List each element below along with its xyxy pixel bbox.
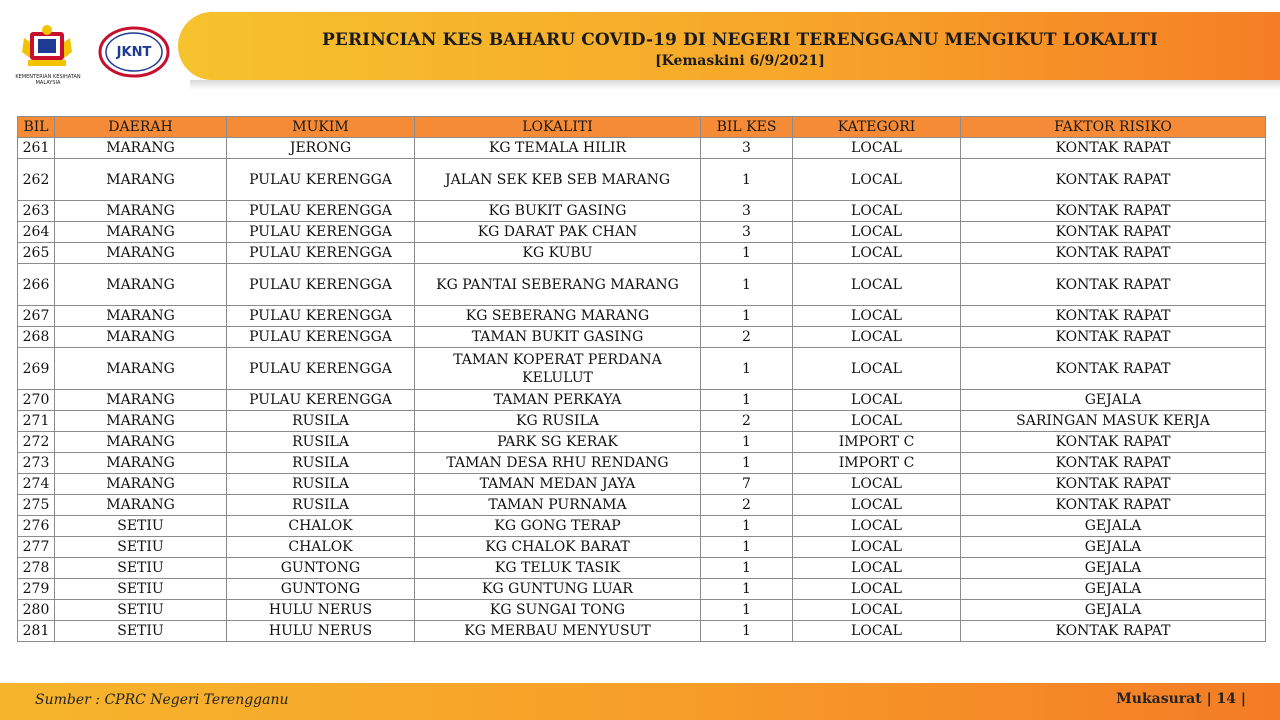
cell-faktor-risiko: KONTAK RAPAT <box>961 222 1266 243</box>
table-row <box>18 390 1266 411</box>
cell-lokaliti: KG DARAT PAK CHAN <box>415 222 701 243</box>
cell-daerah: MARANG <box>55 390 227 411</box>
cell-faktor-risiko: KONTAK RAPAT <box>961 327 1266 348</box>
table-row <box>18 222 1266 243</box>
cell-mukim: GUNTONG <box>227 558 415 579</box>
cell-faktor-risiko: KONTAK RAPAT <box>961 201 1266 222</box>
cell-bil-kes: 2 <box>701 411 793 432</box>
cell-faktor-risiko: KONTAK RAPAT <box>961 621 1266 642</box>
cell-bil-kes: 1 <box>701 621 793 642</box>
cell-mukim: RUSILA <box>227 474 415 495</box>
table-row <box>18 327 1266 348</box>
cell-kategori: LOCAL <box>793 621 961 642</box>
cell-bil: 272 <box>18 432 55 453</box>
cell-lokaliti: JALAN SEK KEB SEB MARANG <box>415 159 701 201</box>
cell-kategori: LOCAL <box>793 138 961 159</box>
cell-faktor-risiko: GEJALA <box>961 390 1266 411</box>
cell-bil-kes: 1 <box>701 159 793 201</box>
cell-bil-kes: 1 <box>701 558 793 579</box>
table-row <box>18 432 1266 453</box>
cell-lokaliti: KG BUKIT GASING <box>415 201 701 222</box>
table-body <box>18 138 1266 642</box>
cell-kategori: LOCAL <box>793 243 961 264</box>
cell-lokaliti: KG GUNTUNG LUAR <box>415 579 701 600</box>
cell-faktor-risiko: KONTAK RAPAT <box>961 474 1266 495</box>
cell-faktor-risiko: GEJALA <box>961 516 1266 537</box>
cell-bil-kes: 1 <box>701 516 793 537</box>
cell-daerah: MARANG <box>55 306 227 327</box>
cell-kategori: LOCAL <box>793 411 961 432</box>
cell-bil-kes: 2 <box>701 495 793 516</box>
cell-bil: 279 <box>18 579 55 600</box>
column-header-bil: BIL <box>18 117 55 138</box>
cell-bil-kes: 2 <box>701 327 793 348</box>
page-number: Mukasurat | 14 | <box>1116 691 1246 707</box>
cell-faktor-risiko: SARINGAN MASUK KERJA <box>961 411 1266 432</box>
cell-daerah: SETIU <box>55 621 227 642</box>
cell-bil: 267 <box>18 306 55 327</box>
cell-bil: 270 <box>18 390 55 411</box>
cell-faktor-risiko: KONTAK RAPAT <box>961 495 1266 516</box>
cell-lokaliti: KG TEMALA HILIR <box>415 138 701 159</box>
table-row <box>18 306 1266 327</box>
cell-faktor-risiko: KONTAK RAPAT <box>961 306 1266 327</box>
cell-daerah: SETIU <box>55 579 227 600</box>
table-row <box>18 243 1266 264</box>
cell-kategori: LOCAL <box>793 579 961 600</box>
column-header-kategori: KATEGORI <box>793 117 961 138</box>
column-header-lokaliti: LOKALITI <box>415 117 701 138</box>
cell-bil: 275 <box>18 495 55 516</box>
cell-bil-kes: 3 <box>701 222 793 243</box>
cell-daerah: MARANG <box>55 495 227 516</box>
banner-shadow <box>190 80 1280 90</box>
cell-mukim: PULAU KERENGGA <box>227 390 415 411</box>
jknt-logo <box>98 26 170 78</box>
column-header-bil-kes: BIL KES <box>701 117 793 138</box>
cell-mukim: HULU NERUS <box>227 621 415 642</box>
cell-lokaliti: KG PANTAI SEBERANG MARANG <box>415 264 701 306</box>
cell-mukim: PULAU KERENGGA <box>227 201 415 222</box>
cell-lokaliti: KG GONG TERAP <box>415 516 701 537</box>
cell-daerah: SETIU <box>55 516 227 537</box>
cell-faktor-risiko: KONTAK RAPAT <box>961 453 1266 474</box>
cell-daerah: MARANG <box>55 327 227 348</box>
cell-lokaliti: KG TELUK TASIK <box>415 558 701 579</box>
cell-mukim: HULU NERUS <box>227 600 415 621</box>
column-header-daerah: DAERAH <box>55 117 227 138</box>
cell-mukim: PULAU KERENGGA <box>227 264 415 306</box>
cell-kategori: LOCAL <box>793 474 961 495</box>
cell-lokaliti: KG CHALOK BARAT <box>415 537 701 558</box>
cell-daerah: SETIU <box>55 558 227 579</box>
table-row <box>18 453 1266 474</box>
cell-mukim: PULAU KERENGGA <box>227 348 415 390</box>
cell-faktor-risiko: KONTAK RAPAT <box>961 264 1266 306</box>
cell-daerah: MARANG <box>55 474 227 495</box>
source-text: Sumber : CPRC Negeri Terengganu <box>35 692 289 708</box>
cell-bil-kes: 1 <box>701 600 793 621</box>
cell-bil: 278 <box>18 558 55 579</box>
cell-kategori: LOCAL <box>793 201 961 222</box>
column-header-faktor-risiko: FAKTOR RISIKO <box>961 117 1266 138</box>
cell-lokaliti: KG RUSILA <box>415 411 701 432</box>
cell-mukim: CHALOK <box>227 516 415 537</box>
cell-bil: 271 <box>18 411 55 432</box>
cell-bil: 265 <box>18 243 55 264</box>
cell-daerah: MARANG <box>55 432 227 453</box>
cell-bil: 281 <box>18 621 55 642</box>
cell-lokaliti: TAMAN MEDAN JAYA <box>415 474 701 495</box>
cell-mukim: JERONG <box>227 138 415 159</box>
cell-faktor-risiko: KONTAK RAPAT <box>961 159 1266 201</box>
cell-bil-kes: 1 <box>701 390 793 411</box>
column-header-mukim: MUKIM <box>227 117 415 138</box>
crest-caption: KEMENTERIAN KESIHATAN MALAYSIA <box>15 74 81 86</box>
cell-daerah: MARANG <box>55 264 227 306</box>
cell-bil-kes: 1 <box>701 243 793 264</box>
cell-bil: 273 <box>18 453 55 474</box>
cell-kategori: LOCAL <box>793 558 961 579</box>
cell-lokaliti: KG SEBERANG MARANG <box>415 306 701 327</box>
cell-faktor-risiko: KONTAK RAPAT <box>961 243 1266 264</box>
cell-bil: 261 <box>18 138 55 159</box>
cell-faktor-risiko: KONTAK RAPAT <box>961 138 1266 159</box>
table-row <box>18 411 1266 432</box>
cell-bil-kes: 1 <box>701 348 793 390</box>
table-row <box>18 516 1266 537</box>
cell-lokaliti: TAMAN PURNAMA <box>415 495 701 516</box>
cell-bil-kes: 1 <box>701 264 793 306</box>
cell-lokaliti: KG MERBAU MENYUSUT <box>415 621 701 642</box>
cell-kategori: LOCAL <box>793 495 961 516</box>
table-row <box>18 138 1266 159</box>
cell-lokaliti: TAMAN DESA RHU RENDANG <box>415 453 701 474</box>
page-subtitle: [Kemaskini 6/9/2021] <box>655 53 825 69</box>
table-header-row <box>18 117 1266 138</box>
table-row <box>18 264 1266 306</box>
cell-faktor-risiko: GEJALA <box>961 579 1266 600</box>
cell-bil: 274 <box>18 474 55 495</box>
cell-bil: 262 <box>18 159 55 201</box>
cell-faktor-risiko: GEJALA <box>961 558 1266 579</box>
cell-mukim: RUSILA <box>227 453 415 474</box>
cell-bil-kes: 1 <box>701 579 793 600</box>
table-row <box>18 558 1266 579</box>
cell-mukim: RUSILA <box>227 432 415 453</box>
cell-bil-kes: 1 <box>701 306 793 327</box>
cell-bil: 268 <box>18 327 55 348</box>
table-row <box>18 474 1266 495</box>
cell-mukim: PULAU KERENGGA <box>227 243 415 264</box>
cell-kategori: IMPORT C <box>793 432 961 453</box>
cell-mukim: GUNTONG <box>227 579 415 600</box>
cell-kategori: LOCAL <box>793 537 961 558</box>
page-title: PERINCIAN KES BAHARU COVID-19 DI NEGERI TERENGGANU MENGIKUT LOKALITI <box>322 30 1158 50</box>
cell-lokaliti: KG KUBU <box>415 243 701 264</box>
table-row <box>18 159 1266 201</box>
cell-mukim: RUSILA <box>227 411 415 432</box>
cell-lokaliti: KG SUNGAI TONG <box>415 600 701 621</box>
cell-faktor-risiko: KONTAK RAPAT <box>961 432 1266 453</box>
jknt-logo-text: JKNT <box>116 45 152 60</box>
cell-daerah: SETIU <box>55 537 227 558</box>
cell-kategori: LOCAL <box>793 390 961 411</box>
cell-lokaliti: TAMAN KOPERAT PERDANA KELULUT <box>415 348 701 390</box>
cell-bil-kes: 3 <box>701 201 793 222</box>
cell-daerah: MARANG <box>55 453 227 474</box>
cell-kategori: LOCAL <box>793 516 961 537</box>
cell-lokaliti: TAMAN PERKAYA <box>415 390 701 411</box>
cell-kategori: LOCAL <box>793 264 961 306</box>
cell-daerah: MARANG <box>55 243 227 264</box>
cell-bil-kes: 3 <box>701 138 793 159</box>
table-row <box>18 348 1266 390</box>
cell-bil: 264 <box>18 222 55 243</box>
cell-mukim: PULAU KERENGGA <box>227 159 415 201</box>
table-row <box>18 600 1266 621</box>
cell-daerah: MARANG <box>55 138 227 159</box>
cell-bil: 280 <box>18 600 55 621</box>
cell-bil: 277 <box>18 537 55 558</box>
cell-bil-kes: 1 <box>701 537 793 558</box>
cell-mukim: PULAU KERENGGA <box>227 327 415 348</box>
cell-faktor-risiko: GEJALA <box>961 537 1266 558</box>
cell-bil-kes: 1 <box>701 453 793 474</box>
table-row <box>18 201 1266 222</box>
cell-faktor-risiko: GEJALA <box>961 600 1266 621</box>
table-row <box>18 495 1266 516</box>
cell-kategori: LOCAL <box>793 222 961 243</box>
cell-kategori: LOCAL <box>793 348 961 390</box>
cell-kategori: IMPORT C <box>793 453 961 474</box>
cell-lokaliti: PARK SG KERAK <box>415 432 701 453</box>
cell-kategori: LOCAL <box>793 600 961 621</box>
cell-bil: 263 <box>18 201 55 222</box>
cell-daerah: MARANG <box>55 411 227 432</box>
cell-lokaliti: TAMAN BUKIT GASING <box>415 327 701 348</box>
table-row <box>18 579 1266 600</box>
cases-table <box>17 116 1266 642</box>
cell-mukim: PULAU KERENGGA <box>227 222 415 243</box>
cell-bil: 266 <box>18 264 55 306</box>
cell-daerah: SETIU <box>55 600 227 621</box>
cell-kategori: LOCAL <box>793 327 961 348</box>
cell-mukim: RUSILA <box>227 495 415 516</box>
cell-mukim: CHALOK <box>227 537 415 558</box>
cell-daerah: MARANG <box>55 201 227 222</box>
cell-bil: 276 <box>18 516 55 537</box>
logo-group <box>12 22 172 84</box>
cell-daerah: MARANG <box>55 159 227 201</box>
cell-kategori: LOCAL <box>793 159 961 201</box>
cell-mukim: PULAU KERENGGA <box>227 306 415 327</box>
cell-faktor-risiko: KONTAK RAPAT <box>961 348 1266 390</box>
cell-daerah: MARANG <box>55 348 227 390</box>
table-row <box>18 537 1266 558</box>
cell-bil-kes: 7 <box>701 474 793 495</box>
cell-bil-kes: 1 <box>701 432 793 453</box>
cell-bil: 269 <box>18 348 55 390</box>
table-row <box>18 621 1266 642</box>
cell-daerah: MARANG <box>55 222 227 243</box>
cell-kategori: LOCAL <box>793 306 961 327</box>
